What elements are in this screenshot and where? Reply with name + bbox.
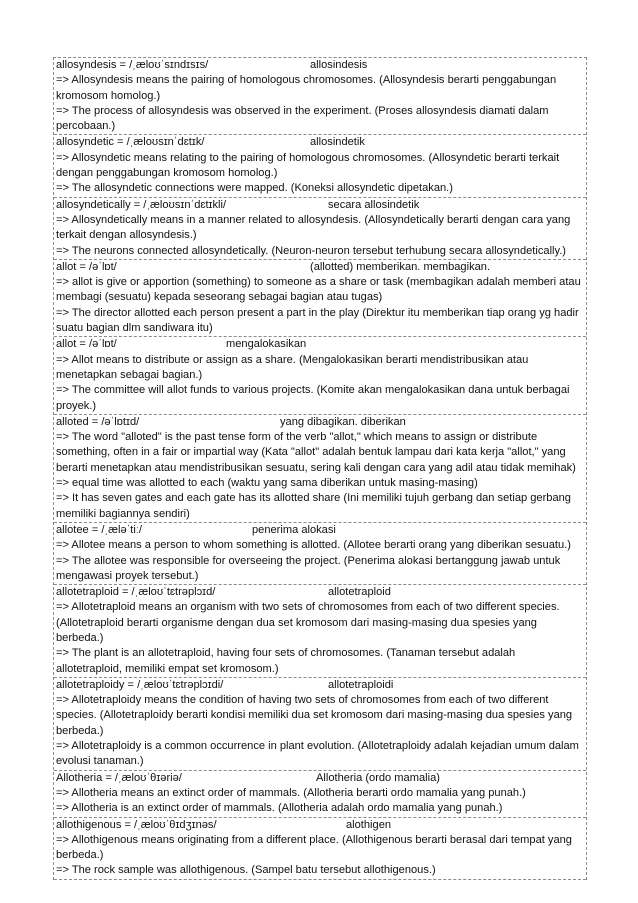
entry-translation: penerima alokasi [252,523,336,536]
entry-term: allosyndesis = /ˌæloʊˈsɪndɪsɪs/ [56,59,209,71]
entry-heading [56,58,584,73]
example-sentence: => Allosyndetically means in a manner related to allosyndesis. (Allosyndetically berarti dengan cara yang terkait dengan allosyndesis.) [56,213,571,242]
dictionary-entry [54,523,586,585]
example-sentence: => Allosyndetic means relating to the pairing of homologous chromosomes. (Allosyndetic berarti terkait dengan penggabungan kromosom homolog.) [56,151,560,180]
entry-translation: yang dibagikan. diberikan [280,415,406,428]
example-sentence: => It has seven gates and each gate has its allotted share (Ini memiliki tujuh gerbang dan setiap gerbang memiliki bagiannya sendiri) [56,492,571,520]
dictionary-entry [54,678,586,771]
entry-term: alloted = /əˈlɒtɪd/ [56,415,140,428]
entry-translation: allotetraploidi [328,678,394,691]
example-sentence: => The allosyndetic connections were mapped. (Koneksi allosyndetic dipetakan.) [56,182,453,195]
entry-heading [56,415,584,430]
example-sentence: => Allot means to distribute or assign as a share. (Mengalokasikan berarti mendistribusikan atau menetapkan sebagai bagian.) [56,353,529,381]
entry-term: allosyndetic = /ˌæloʊsɪnˈdɛtɪk/ [56,136,205,149]
entry-heading [56,818,584,833]
dictionary-entry [54,337,586,414]
example-sentence: => The committee will allot funds to various projects. (Komite akan mengalokasikan dana untuk berbagai proyek.) [56,384,570,412]
example-sentence: => The neurons connected allosyndetically. (Neuron-neuron tersebut terhubung secara allosyndetically.) [56,244,566,257]
entry-translation: allotetraploid [328,586,391,599]
dictionary-entry [54,818,586,880]
entry-heading [56,585,584,600]
example-sentence: => Allosyndesis means the pairing of homologous chromosomes. (Allosyndesis berarti penggabungan kromosom homolog.) [56,74,557,102]
entry-heading [56,771,584,786]
entry-term: allot = /əˈlɒt/ [56,338,117,351]
dictionary-entry [54,415,586,523]
dictionary-entry [54,585,586,678]
example-sentence: => Allotheria is an extinct order of mammals. (Allotheria adalah ordo mamalia yang punah.) [56,802,503,815]
entry-translation: mengalokasikan [226,338,307,351]
example-sentence: => The process of allosyndesis was observed in the experiment. (Proses allosyndesis diamati dalam percobaan.) [56,104,549,133]
entry-heading [56,260,584,275]
entry-translation: (allotted) memberikan. membagikan. [310,260,491,273]
example-sentence: => Allotheria means an extinct order of mammals. (Allotheria berarti ordo mamalia yang punah.) [56,786,526,799]
example-sentence: => The rock sample was allothigenous. (Sampel batu tersebut allothigenous.) [56,864,436,877]
entry-term: allothigenous = /ˌæloʊˈθɪdʒɪnəs/ [56,818,217,831]
entry-heading [56,337,584,352]
example-sentence: => allot is give or apportion (something) to someone as a share or task (membagikan adalah memberi atau membagi (sesuatu) kepada seseorang sebagai bagian atau tugas) [56,276,581,304]
entry-term: Allotheria = /ˌæloʊˈθɪəriə/ [56,771,182,784]
entry-term: allot = /əˈlɒt/ [56,260,117,273]
example-sentence: => The allotee was responsible for overseeing the project. (Penerima alokasi bertanggung jawab untuk mengawasi proyek tersebut.) [56,554,561,582]
entry-translation: secara allosindetik [328,198,420,211]
entry-heading [56,523,584,538]
dictionary-entry [54,771,586,818]
example-sentence: => equal time was allotted to each (waktu yang sama diberikan untuk masing-masing) [56,477,478,490]
example-sentence: => Allothigenous means originating from a different place. (Allothigenous berarti berasal dari tempat yang berbeda.) [56,833,572,862]
entry-translation: allosindetik [310,136,365,149]
dictionary-entry [54,135,586,197]
example-sentence: => The director allotted each person present a part in the play (Direktur itu memberikan tiap orang yg hadir suatu bagian dlm sandiwara itu) [56,306,579,335]
dictionary-entry [54,198,586,260]
example-sentence: => The word "alloted" is the past tense form of the verb "allot," which means to assign or distribute something, often in a fair or impartial way (Kata "allot" adalah bentuk lampau dari kata kerja "allot," yang berarti menetapkan atau mendistribusikan sesuatu, sering kali dengan cara yang adil atau tidak memihak) [56,431,576,474]
entry-term: allotetraploidy = /ˌæloʊˈtɛtrəplɔɪdi/ [56,678,224,691]
entry-heading [56,198,584,213]
example-sentence: => Allotetraploid means an organism with two sets of chromosomes from each of two different species. (Allotetraploid berarti organisme dengan dua set kromosom dari masing-masing dua spesies yang berbeda.) [56,601,560,644]
example-sentence: => Allotee means a person to whom something is allotted. (Allotee berarti orang yang diberikan sesuatu.) [56,539,571,552]
example-sentence: => The plant is an allotetraploid, having four sets of chromosomes. (Tanaman tersebut adalah allotetraploid, memiliki empat set kromosom.) [56,647,516,675]
entry-translation: alothigen [346,818,392,831]
entry-term: allotetraploid = /ˌæloʊˈtɛtrəplɔɪd/ [56,586,216,599]
dictionary-entry [54,58,586,135]
example-sentence: => Allotetraploidy is a common occurrence in plant evolution. (Allotetraploidy adalah kejadian umum dalam evolusi tanaman.) [56,740,579,768]
dictionary-entry [54,260,586,337]
entry-translation: Allotheria (ordo mamalia) [316,771,440,784]
entry-term: allosyndetically = /ˌæloʊsɪnˈdɛtɪkli/ [56,198,227,211]
entry-translation: allosindesis [310,59,368,71]
entry-term: allotee = /ˌæləˈtiː/ [56,523,143,536]
dictionary-sheet [53,57,587,880]
entry-heading [56,678,584,693]
entry-heading [56,135,584,150]
example-sentence: => Allotetraploidy means the condition of having two sets of chromosomes from each of two different species. (Allotetraploidy berarti kondisi memiliki dua set kromosom dari masing-masing dua spesies yang berbeda.) [56,694,573,737]
